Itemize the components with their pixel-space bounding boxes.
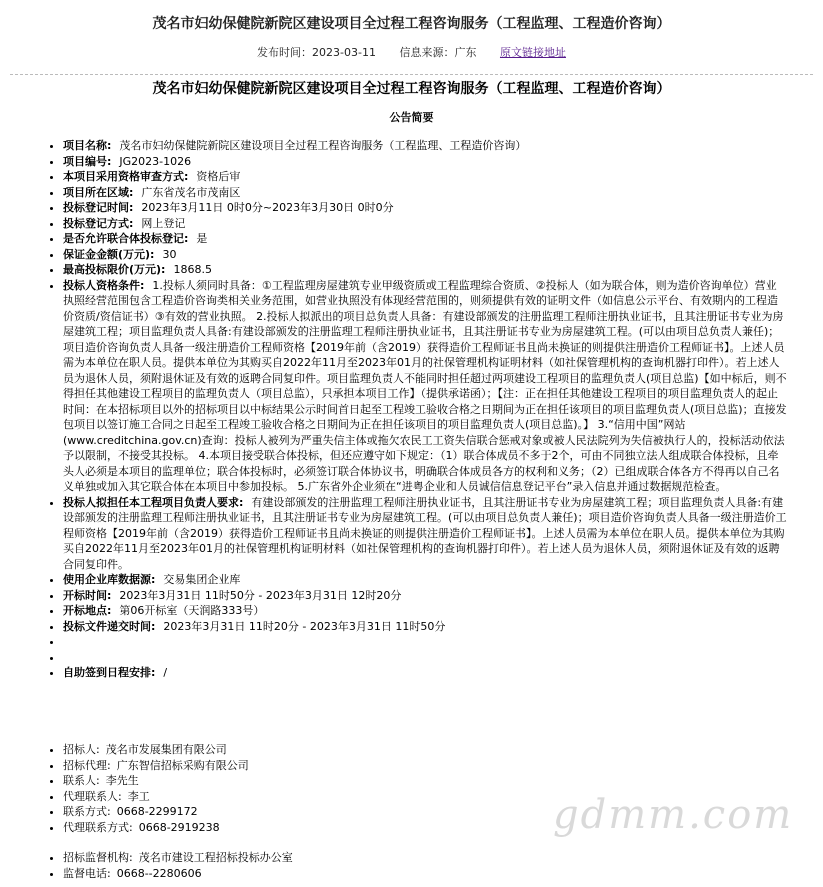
list-item xyxy=(63,247,787,263)
list-item xyxy=(63,169,787,185)
field-value: / xyxy=(163,666,168,679)
field-label: 使用企业库数据源: xyxy=(63,573,156,586)
field-label: 是否允许联合体投标登记: xyxy=(63,232,189,245)
list-item xyxy=(63,278,787,495)
field-value: 资格后审 xyxy=(196,170,241,183)
field-label: 投标登记时间: xyxy=(63,201,134,214)
field-label: 自助签到日程安排: xyxy=(63,666,156,679)
watermark: gdmm.com xyxy=(553,792,794,838)
contact-label: 联系方式: xyxy=(63,805,111,818)
field-value: 2023年3月31日 11时20分 - 2023年3月31日 11时50分 xyxy=(163,619,446,633)
contact-label: 招标人: xyxy=(63,743,100,756)
field-value: 有建设部颁发的注册监理工程师注册执业证书，且其注册证书专业为房屋建筑工程；项目监理负责人具备:有建设部颁发的注册监理工程师注册执业证书，且其注册证书专业为房屋建筑工程。(可以由项目总负责人兼任)；项目造价咨询负责人具备一级注册造价工程师资格【2019年前（含2019）获得造价工程师证书且尚未换证的则提供注册造价工程师证书】。上述人员需为本单位在职人员。提供本单位为其购买自2022年11月至2023年01月的社保管理机构证明材料（如社保管理机构的查询机器打印件）。若上述人员为退休人员，须附退休证及有效的返聘合同复印件。 xyxy=(63,495,787,571)
content-title: 茂名市妇幼保健院新院区建设项目全过程工程咨询服务（工程监理、工程造价咨询） xyxy=(152,81,671,97)
original-link[interactable]: 原文链接地址 xyxy=(499,46,566,59)
field-value: 网上登记 xyxy=(141,216,186,230)
contact-label: 代理联系方式: xyxy=(63,820,133,834)
field-label: 最高投标限价(万元): xyxy=(63,263,166,276)
list-item xyxy=(63,619,787,635)
contact-value: 0668-2919238 xyxy=(138,820,220,834)
list-item xyxy=(63,850,787,866)
list-item xyxy=(63,634,787,650)
list-item xyxy=(63,773,787,789)
supervision-label: 招标监督机构: xyxy=(63,851,133,864)
contact-value: 李工 xyxy=(127,789,150,803)
field-value: 广东省茂名市茂南区 xyxy=(141,185,241,199)
list-item xyxy=(63,572,787,588)
field-value: 1.投标人须同时具备：①工程监理房屋建筑专业甲级资质或工程监理综合资质、②投标人（如为联合体，则为造价咨询单位）营业执照经营范围包含工程造价咨询类相关业务范围，如营业执照没有体现经营范围的，则须提供有效的证明文件（如信息公示平台、有效期内的工程造价资质/资信证书）③有效的营业执照。 2.投标人拟派出的项目总负责人具备：有建设部颁发的注册监理工程师注册执业证书，且其注册证书专业为房屋建筑工程；项目监理负责人具备:有建设部颁发的注册监理工程师注册执业证书，且其注册证书专业为房屋建筑工程。(可以由项目总负责人兼任)；项目造价咨询负责人具备一级注册造价工程师资格【2019年前（含2019）获得造价工程师证书且尚未换证的则提供注册造价工程师证书】。上述人员需为本单位在职人员。提供本单位为其购买自2022年11月至2023年01月的社保管理机构证明材料（如社保管理机构的查询机器打印件）。若上述人员为退休人员，须附退休证及有效的返聘合同复印件。项目监理负责人不能同时担任超过两项建设工程项目的监理负责人(项目总监)【如中标后，则不得担任其他建设工程项目的监理负责人（项目总监），只承担本项目工作】（提供承诺函）；【注：正在担任其他建设工程项目的项目监理负责人的起止时间：在本招标项目以外的招标项目以中标结果公示时间首日起至工程竣工验收合格之日期间为正在担任该项目的项目监理负责人(项目总监)；直接发包项目以签订施工合同之日起至工程竣工验收合格之日期间为正在担任该项目的项目监理负责人(项目总监)。】 3.“信用中国”网站(www.creditchina.gov.cn)查询：投标人被列为严重失信主体或拖欠农民工工资失信联合惩戒对象或被人民法院列为失信被执行人的，投标活动依法予以限制，不接受其投标。 4.本项目接受联合体投标，但还应遵守如下规定：（1）联合体成员不多于2个，可由不同独立法人组成联合体投标，且牵头人必须是本项目的监理单位；联合体投标时，必须签订联合体协议书，明确联合体成员各方的权利和义务；（2）已组成联合体各方不得再以自己名义单独或加入其它联合体在本项目中参加投标。 5.广东省外企业须在“进粤企业和人员诚信信息登记平台”录入信息并通过数据规范检查。 xyxy=(63,278,787,493)
divider xyxy=(10,74,813,75)
list-item xyxy=(63,603,787,619)
list-item xyxy=(63,495,787,573)
meta-bar xyxy=(0,45,823,61)
field-label: 项目名称: xyxy=(63,139,112,152)
field-label: 开标时间: xyxy=(63,588,112,602)
contact-label: 代理联系人: xyxy=(63,789,122,803)
list-item xyxy=(63,216,787,232)
publish-time: 发布时间：2023-03-11 xyxy=(257,46,376,59)
supervision-label: 监督电话: xyxy=(63,866,111,880)
list-item xyxy=(63,650,787,666)
field-label: 保证金金额(万元): xyxy=(63,247,155,261)
contact-value: 0668-2299172 xyxy=(116,805,198,818)
field-value: 1868.5 xyxy=(173,263,212,276)
field-value: 第06开标室（天润路333号） xyxy=(119,604,265,617)
field-label: 开标地点: xyxy=(63,604,112,617)
list-item xyxy=(63,742,787,758)
list-item xyxy=(63,200,787,216)
list-item xyxy=(63,665,787,681)
field-label: 本项目采用资格审查方式: xyxy=(63,170,189,183)
list-item xyxy=(63,758,787,774)
list-item xyxy=(63,588,787,604)
field-value: 茂名市妇幼保健院新院区建设项目全过程工程咨询服务（工程监理、工程造价咨询） xyxy=(119,139,527,152)
field-value: 交易集团企业库 xyxy=(163,573,241,586)
field-label: 投标人拟担任本工程项目负责人要求: xyxy=(63,495,244,509)
page-title: 茂名市妇幼保健院新院区建设项目全过程工程咨询服务（工程监理、工程造价咨询） xyxy=(152,16,671,32)
source: 信息来源：广东 xyxy=(399,46,477,59)
contact-label: 招标代理: xyxy=(63,758,111,772)
list-item xyxy=(63,231,787,247)
field-label: 投标文件递交时间: xyxy=(63,619,156,633)
section-title: 公告简要 xyxy=(389,111,434,124)
notice-fields-list xyxy=(47,138,787,681)
list-item xyxy=(63,185,787,201)
field-label: 项目编号: xyxy=(63,154,112,168)
list-item xyxy=(63,866,787,882)
field-value: JG2023-1026 xyxy=(119,154,192,168)
contact-value: 茂名市发展集团有限公司 xyxy=(105,743,227,756)
contact-value: 李先生 xyxy=(105,774,139,787)
field-label: 投标人资格条件: xyxy=(63,278,145,292)
field-value: 是 xyxy=(196,232,208,245)
supervision-value: 茂名市建设工程招标投标办公室 xyxy=(138,851,293,864)
field-value: 30 xyxy=(162,247,177,261)
list-item xyxy=(63,154,787,170)
field-label: 项目所在区域: xyxy=(63,185,134,199)
list-item xyxy=(63,138,787,154)
supervision-value: 0668--2280606 xyxy=(116,866,202,880)
contact-value: 广东智信招标采购有限公司 xyxy=(116,758,249,772)
list-item xyxy=(63,262,787,278)
field-value: 2023年3月31日 11时50分 - 2023年3月31日 12时20分 xyxy=(119,588,402,602)
field-label: 投标登记方式: xyxy=(63,216,134,230)
supervision-list xyxy=(47,850,787,881)
contact-label: 联系人: xyxy=(63,774,100,787)
field-value: 2023年3月11日 0时0分~2023年3月30日 0时0分 xyxy=(141,201,394,214)
